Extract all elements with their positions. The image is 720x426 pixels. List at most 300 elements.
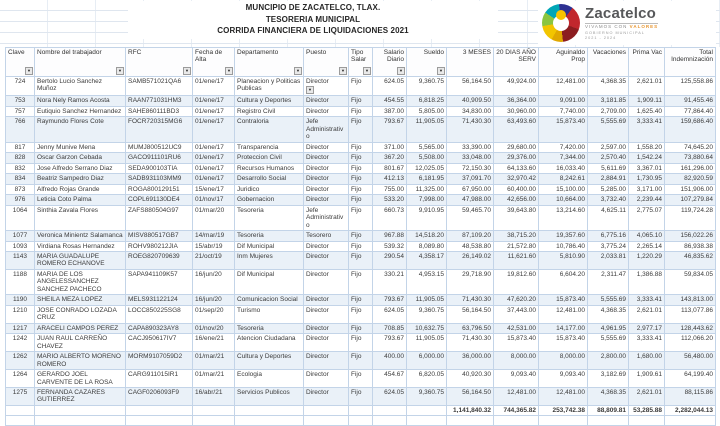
cell-aguinaldo[interactable]: 5,810.90	[539, 251, 588, 269]
cell-prima[interactable]: 3,367.01	[629, 163, 665, 173]
cell-vacaciones[interactable]: 5,611.69	[588, 163, 629, 173]
cell-veinte[interactable]: 29,376.00	[494, 153, 539, 163]
cell-tipo[interactable]: Fijo	[349, 334, 373, 352]
cell-vacaciones[interactable]: 2,709.00	[588, 106, 629, 116]
cell-sueldo[interactable]: 9,910.95	[407, 205, 447, 230]
cell-tres[interactable]: 36,000.00	[447, 352, 494, 370]
cell-fecha[interactable]: 01/ene/17	[193, 153, 235, 163]
cell-veinte[interactable]: 63,493.60	[494, 117, 539, 142]
cell-rfc[interactable]: SAHE860111BD3	[126, 106, 193, 116]
cell-rfc[interactable]: MISV880517GB7	[126, 231, 193, 241]
cell-sueldo[interactable]: 6,818.25	[407, 96, 447, 106]
cell-veinte[interactable]: 19,812.60	[494, 269, 539, 294]
cell-fecha[interactable]: 01/mar/20	[193, 205, 235, 230]
cell-salario[interactable]: 371.00	[373, 142, 407, 152]
cell-clave[interactable]: 757	[6, 106, 35, 116]
cell-fecha[interactable]: 01/ene/17	[193, 142, 235, 152]
cell-depto[interactable]: Proteccion Civil	[235, 153, 304, 163]
cell-veinte[interactable]: 21,572.80	[494, 241, 539, 251]
cell-vacaciones[interactable]: 5,555.69	[588, 295, 629, 305]
cell-sueldo[interactable]: 11,905.05	[407, 334, 447, 352]
filter-dropdown-icon-tipo[interactable]: ▼	[363, 67, 371, 75]
cell-tipo[interactable]: Fijo	[349, 370, 373, 388]
cell-fecha[interactable]: 15/ene/17	[193, 184, 235, 194]
cell-nombre[interactable]: Jenny Munive Mena	[35, 142, 126, 152]
filter-dropdown-icon-rfc[interactable]: ▼	[183, 67, 191, 75]
cell-vacaciones[interactable]: 3,775.24	[588, 241, 629, 251]
cell-salario[interactable]: 539.32	[373, 241, 407, 251]
cell-nombre[interactable]: MARIO ALBERTO MORENO ROMERO	[35, 352, 126, 370]
cell-sueldo[interactable]: 6,181.95	[407, 174, 447, 184]
cell-prima[interactable]: 3,171.00	[629, 184, 665, 194]
cell-sueldo[interactable]: 11,325.00	[407, 184, 447, 194]
cell-depto[interactable]: Tesoreria	[235, 205, 304, 230]
cell-salario[interactable]: 533.20	[373, 195, 407, 205]
cell-prima[interactable]: 2,265.14	[629, 241, 665, 251]
cell-veinte[interactable]: 11,621.60	[494, 251, 539, 269]
cell-veinte[interactable]: 64,133.60	[494, 163, 539, 173]
cell-puesto[interactable]: Director	[304, 352, 349, 370]
cell-tipo[interactable]: Fijo	[349, 352, 373, 370]
cell-nombre[interactable]: MARIA GUADALUPE ROMERO ECHANOVE	[35, 251, 126, 269]
cell-puesto[interactable]: Director	[304, 106, 349, 116]
cell-vacaciones[interactable]: 2,800.00	[588, 352, 629, 370]
cell-total[interactable]: 86,938.38	[665, 241, 716, 251]
cell-tipo[interactable]: Fijo	[349, 295, 373, 305]
cell-clave[interactable]: 1077	[6, 231, 35, 241]
cell-vacaciones[interactable]: 4,368.35	[588, 305, 629, 323]
cell-veinte[interactable]: 37,443.00	[494, 305, 539, 323]
cell-rfc[interactable]: RAAN771031HM3	[126, 96, 193, 106]
cell-sueldo[interactable]: 14,518.20	[407, 231, 447, 241]
cell-total[interactable]: 156,022.26	[665, 231, 716, 241]
filter-dropdown-icon-depto[interactable]: ▼	[294, 67, 302, 75]
cell-fecha[interactable]: 15/abr/19	[193, 241, 235, 251]
cell-clave[interactable]: 1093	[6, 241, 35, 251]
cell-sueldo[interactable]: 8,089.80	[407, 241, 447, 251]
cell-prima[interactable]: 1,909.61	[629, 370, 665, 388]
cell-clave[interactable]: 1275	[6, 388, 35, 406]
cell-vacaciones[interactable]: 5,555.69	[588, 334, 629, 352]
cell-tres[interactable]: 40,920.30	[447, 370, 494, 388]
cell-puesto[interactable]: Director	[304, 305, 349, 323]
cell-salario[interactable]: 290.54	[373, 251, 407, 269]
cell-total[interactable]: 151,906.00	[665, 184, 716, 194]
cell-veinte[interactable]: 29,680.00	[494, 142, 539, 152]
cell-sueldo[interactable]: 4,358.17	[407, 251, 447, 269]
cell-puesto[interactable]: Director	[304, 388, 349, 406]
cell-rfc[interactable]: GACO911101RU6	[126, 153, 193, 163]
cell-fecha[interactable]: 01/sep/20	[193, 305, 235, 323]
cell-depto[interactable]: Cultura y Deportes	[235, 96, 304, 106]
cell-nombre[interactable]: JOSE CONRADO LOZADA CRUZ	[35, 305, 126, 323]
cell-vacaciones[interactable]: 6,775.16	[588, 231, 629, 241]
cell-tipo[interactable]: Fijo	[349, 117, 373, 142]
cell-rfc[interactable]: ROGA800129151	[126, 184, 193, 194]
cell-fecha[interactable]: 01/ene/17	[193, 96, 235, 106]
cell-tipo[interactable]: Fijo	[349, 269, 373, 294]
cell-nombre[interactable]: Jose Alfredo Serrano Diaz	[35, 163, 126, 173]
cell-puesto[interactable]: Director	[304, 334, 349, 352]
cell-fecha[interactable]: 16/ene/21	[193, 334, 235, 352]
cell-vacaciones[interactable]: 3,732.40	[588, 195, 629, 205]
cell-tipo[interactable]: Fijo	[349, 251, 373, 269]
cell-tipo[interactable]: Fijo	[349, 195, 373, 205]
cell-nombre[interactable]: SHEILA MEZA LOPEZ	[35, 295, 126, 305]
cell-tipo[interactable]: Fijo	[349, 96, 373, 106]
filter-dropdown-icon-fecha[interactable]: ▼	[225, 67, 233, 75]
cell-aguinaldo[interactable]: 12,481.00	[539, 305, 588, 323]
cell-veinte[interactable]: 49,924.00	[494, 77, 539, 96]
cell-tres[interactable]: 67,950.00	[447, 184, 494, 194]
cell-tres[interactable]: 56,164.50	[447, 305, 494, 323]
cell-clave[interactable]: 1143	[6, 251, 35, 269]
cell-clave[interactable]: 766	[6, 117, 35, 142]
cell-aguinaldo[interactable]: 9,091.00	[539, 96, 588, 106]
cell-veinte[interactable]: 42,656.00	[494, 195, 539, 205]
cell-total[interactable]: 161,296.00	[665, 163, 716, 173]
cell-puesto[interactable]: Director	[304, 153, 349, 163]
cell-total[interactable]: 82,920.59	[665, 174, 716, 184]
cell-tipo[interactable]: Fijo	[349, 153, 373, 163]
cell-tres[interactable]: 56,164.50	[447, 388, 494, 406]
cell-tipo[interactable]: Fijo	[349, 323, 373, 333]
cell-rfc[interactable]: CACJ950617IV7	[126, 334, 193, 352]
cell-total[interactable]: 91,455.46	[665, 96, 716, 106]
cell-prima[interactable]: 4,065.10	[629, 231, 665, 241]
cell-nombre[interactable]: FERNANDA CAZARES GUTIERREZ	[35, 388, 126, 406]
cell-fecha[interactable]: 16/abr/21	[193, 388, 235, 406]
cell-depto[interactable]: Inm Mujeres	[235, 251, 304, 269]
cell-tipo[interactable]: Fijo	[349, 163, 373, 173]
cell-prima[interactable]: 1,909.11	[629, 96, 665, 106]
cell-nombre[interactable]: JUAN RAUL CARREÑO CHAVEZ	[35, 334, 126, 352]
cell-puesto[interactable]: Director	[304, 323, 349, 333]
cell-prima[interactable]: 1,220.29	[629, 251, 665, 269]
cell-total[interactable]: 73,880.64	[665, 153, 716, 163]
cell-veinte[interactable]: 12,481.00	[494, 388, 539, 406]
cell-clave[interactable]: 1262	[6, 352, 35, 370]
cell-depto[interactable]: Turismo	[235, 305, 304, 323]
cell-tres[interactable]: 56,164.50	[447, 77, 494, 96]
cell-tipo[interactable]: Fijo	[349, 305, 373, 323]
cell-vacaciones[interactable]: 2,597.00	[588, 142, 629, 152]
cell-sueldo[interactable]: 5,805.00	[407, 106, 447, 116]
cell-clave[interactable]: 1188	[6, 269, 35, 294]
cell-tres[interactable]: 63,796.50	[447, 323, 494, 333]
cell-nombre[interactable]: Sinthia Zavala Flores	[35, 205, 126, 230]
cell-veinte[interactable]: 8,000.00	[494, 352, 539, 370]
cell-aguinaldo[interactable]: 6,604.20	[539, 269, 588, 294]
cell-salario[interactable]: 367.20	[373, 153, 407, 163]
cell-depto[interactable]: Cultura y Deportes	[235, 352, 304, 370]
cell-vacaciones[interactable]: 2,570.40	[588, 153, 629, 163]
cell-puesto[interactable]: Jefe Administrativo	[304, 117, 349, 142]
cell-salario[interactable]: 624.05	[373, 77, 407, 96]
cell-rfc[interactable]: CAPA890323AY8	[126, 323, 193, 333]
cell-total[interactable]: 74,645.20	[665, 142, 716, 152]
cell-fecha[interactable]: 01/ene/17	[193, 77, 235, 96]
cell-clave[interactable]: 834	[6, 174, 35, 184]
cell-aguinaldo[interactable]: 8,242.61	[539, 174, 588, 184]
cell-aguinaldo[interactable]: 19,357.60	[539, 231, 588, 241]
cell-salario[interactable]: 793.67	[373, 334, 407, 352]
cell-total[interactable]: 143,813.00	[665, 295, 716, 305]
cell-puesto[interactable]: Director	[304, 142, 349, 152]
cell-rfc[interactable]: MELS931122124	[126, 295, 193, 305]
cell-vacaciones[interactable]: 4,368.35	[588, 388, 629, 406]
cell-depto[interactable]: Comunicacion Social	[235, 295, 304, 305]
cell-fecha[interactable]: 01/ene/17	[193, 174, 235, 184]
cell-tres[interactable]: 71,430.30	[447, 334, 494, 352]
cell-veinte[interactable]: 15,873.40	[494, 334, 539, 352]
cell-rfc[interactable]: FOCR720315MG6	[126, 117, 193, 142]
cell-puesto[interactable]: Jefe Administrativo	[304, 205, 349, 230]
cell-total[interactable]: 107,279.84	[665, 195, 716, 205]
cell-tres[interactable]: 87,109.20	[447, 231, 494, 241]
cell-aguinaldo[interactable]: 7,344.00	[539, 153, 588, 163]
cell-salario[interactable]: 801.67	[373, 163, 407, 173]
cell-depto[interactable]: Gobernacion	[235, 195, 304, 205]
cell-clave[interactable]: 817	[6, 142, 35, 152]
cell-tres[interactable]: 47,988.00	[447, 195, 494, 205]
cell-veinte[interactable]: 32,970.42	[494, 174, 539, 184]
cell-prima[interactable]: 2,621.01	[629, 388, 665, 406]
filter-dropdown-icon-nombre[interactable]: ▼	[116, 67, 124, 75]
cell-puesto[interactable]: Director	[304, 269, 349, 294]
cell-fecha[interactable]: 01/ene/17	[193, 106, 235, 116]
cell-vacaciones[interactable]: 2,311.47	[588, 269, 629, 294]
cell-fecha[interactable]: 01/mar/21	[193, 370, 235, 388]
cell-salario[interactable]: 708.85	[373, 323, 407, 333]
cell-depto[interactable]: Dif Municipal	[235, 241, 304, 251]
cell-sueldo[interactable]: 5,508.00	[407, 153, 447, 163]
cell-vacaciones[interactable]: 5,555.69	[588, 117, 629, 142]
cell-prima[interactable]: 2,621.01	[629, 305, 665, 323]
cell-puesto[interactable]: Director	[304, 251, 349, 269]
cell-nombre[interactable]: Veronica Minientz Salamanca	[35, 231, 126, 241]
cell-tres[interactable]: 33,048.00	[447, 153, 494, 163]
cell-puesto[interactable]: Director	[304, 163, 349, 173]
cell-sueldo[interactable]: 9,360.75	[407, 305, 447, 323]
cell-clave[interactable]: 976	[6, 195, 35, 205]
cell-tres[interactable]: 34,830.00	[447, 106, 494, 116]
cell-rfc[interactable]: MUMJ800512UC9	[126, 142, 193, 152]
cell-salario[interactable]: 755.00	[373, 184, 407, 194]
cell-depto[interactable]: Recursos Humanos	[235, 163, 304, 173]
cell-tipo[interactable]: Fijo	[349, 388, 373, 406]
cell-total[interactable]: 64,199.40	[665, 370, 716, 388]
cell-salario[interactable]: 624.05	[373, 305, 407, 323]
cell-depto[interactable]: Juridico	[235, 184, 304, 194]
cell-vacaciones[interactable]: 4,961.95	[588, 323, 629, 333]
cell-salario[interactable]: 387.00	[373, 106, 407, 116]
cell-rfc[interactable]: LOCC850225SG8	[126, 305, 193, 323]
cell-dropdown-icon[interactable]: ▼	[306, 86, 314, 94]
cell-depto[interactable]: Tesoreria	[235, 231, 304, 241]
cell-prima[interactable]: 3,333.41	[629, 334, 665, 352]
cell-total[interactable]: 125,558.86	[665, 77, 716, 96]
filter-dropdown-icon-clave[interactable]: ▼	[25, 67, 33, 75]
cell-tipo[interactable]: Fijo	[349, 231, 373, 241]
cell-puesto[interactable]: Director	[304, 96, 349, 106]
cell-sueldo[interactable]: 9,360.75	[407, 388, 447, 406]
cell-tipo[interactable]: Fijo	[349, 184, 373, 194]
cell-vacaciones[interactable]: 4,368.35	[588, 77, 629, 96]
cell-rfc[interactable]: ROHV980212JIA	[126, 241, 193, 251]
cell-vacaciones[interactable]: 3,181.85	[588, 96, 629, 106]
cell-nombre[interactable]: Oscar Garzon Cebada	[35, 153, 126, 163]
cell-clave[interactable]: 873	[6, 184, 35, 194]
cell-aguinaldo[interactable]: 10,786.40	[539, 241, 588, 251]
cell-aguinaldo[interactable]: 7,740.00	[539, 106, 588, 116]
cell-rfc[interactable]: SAPA941109K57	[126, 269, 193, 294]
cell-rfc[interactable]: SADB931103MM9	[126, 174, 193, 184]
filter-dropdown-icon-sueldo[interactable]: ▼	[437, 67, 445, 75]
cell-salario[interactable]: 454.55	[373, 96, 407, 106]
cell-aguinaldo[interactable]: 16,033.40	[539, 163, 588, 173]
cell-tres[interactable]: 72,150.30	[447, 163, 494, 173]
cell-total[interactable]: 113,077.86	[665, 305, 716, 323]
cell-total[interactable]: 119,724.28	[665, 205, 716, 230]
cell-salario[interactable]: 967.88	[373, 231, 407, 241]
cell-clave[interactable]: 1064	[6, 205, 35, 230]
cell-tres[interactable]: 33,390.00	[447, 142, 494, 152]
cell-sueldo[interactable]: 6,820.05	[407, 370, 447, 388]
cell-salario[interactable]: 793.67	[373, 295, 407, 305]
cell-total[interactable]: 77,864.40	[665, 106, 716, 116]
cell-aguinaldo[interactable]: 10,664.00	[539, 195, 588, 205]
cell-sueldo[interactable]: 10,632.75	[407, 323, 447, 333]
cell-aguinaldo[interactable]: 12,481.00	[539, 77, 588, 96]
cell-aguinaldo[interactable]: 9,093.40	[539, 370, 588, 388]
cell-salario[interactable]: 400.00	[373, 352, 407, 370]
cell-depto[interactable]: Ecologia	[235, 370, 304, 388]
cell-vacaciones[interactable]: 3,182.69	[588, 370, 629, 388]
cell-puesto[interactable]: Director	[304, 241, 349, 251]
cell-depto[interactable]: Registro Civil	[235, 106, 304, 116]
cell-veinte[interactable]: 39,643.80	[494, 205, 539, 230]
cell-nombre[interactable]: Beatriz Sampedro Diaz	[35, 174, 126, 184]
cell-nombre[interactable]: Nora Nely Ramos Acosta	[35, 96, 126, 106]
cell-clave[interactable]: 753	[6, 96, 35, 106]
cell-veinte[interactable]: 36,364.00	[494, 96, 539, 106]
cell-total[interactable]: 56,480.00	[665, 352, 716, 370]
cell-salario[interactable]: 454.67	[373, 370, 407, 388]
cell-prima[interactable]: 2,977.17	[629, 323, 665, 333]
cell-sueldo[interactable]: 5,565.00	[407, 142, 447, 152]
cell-tres[interactable]: 48,538.80	[447, 241, 494, 251]
cell-depto[interactable]: Tesoreria	[235, 323, 304, 333]
cell-puesto[interactable]: Director	[304, 370, 349, 388]
cell-depto[interactable]: Desarrollo Social	[235, 174, 304, 184]
cell-sueldo[interactable]: 4,953.15	[407, 269, 447, 294]
cell-prima[interactable]: 3,333.41	[629, 295, 665, 305]
cell-veinte[interactable]: 9,093.40	[494, 370, 539, 388]
cell-puesto[interactable]: Director	[304, 295, 349, 305]
cell-puesto[interactable]: Director ▼	[304, 77, 349, 96]
cell-prima[interactable]: 1,386.88	[629, 269, 665, 294]
cell-salario[interactable]: 412.13	[373, 174, 407, 184]
cell-veinte[interactable]: 42,531.00	[494, 323, 539, 333]
cell-nombre[interactable]: Leticia Coto Palma	[35, 195, 126, 205]
cell-fecha[interactable]: 01/nov/17	[193, 195, 235, 205]
cell-tres[interactable]: 29,718.90	[447, 269, 494, 294]
cell-salario[interactable]: 793.67	[373, 117, 407, 142]
cell-aguinaldo[interactable]: 13,214.60	[539, 205, 588, 230]
cell-prima[interactable]: 1,625.40	[629, 106, 665, 116]
cell-prima[interactable]: 2,239.44	[629, 195, 665, 205]
cell-total[interactable]: 59,834.05	[665, 269, 716, 294]
cell-clave[interactable]: 1210	[6, 305, 35, 323]
cell-fecha[interactable]: 01/ene/17	[193, 117, 235, 142]
cell-puesto[interactable]: Director	[304, 195, 349, 205]
cell-nombre[interactable]: Alfredo Rojas Grande	[35, 184, 126, 194]
cell-puesto[interactable]: Director	[304, 184, 349, 194]
cell-sueldo[interactable]: 6,000.00	[407, 352, 447, 370]
cell-nombre[interactable]: MARIA DE LOS ANGELESSANCHEZ SANCHEZ PACHECO	[35, 269, 126, 294]
filter-dropdown-icon-puesto[interactable]: ▼	[339, 67, 347, 75]
cell-vacaciones[interactable]: 2,033.81	[588, 251, 629, 269]
cell-tres[interactable]: 71,430.30	[447, 117, 494, 142]
cell-depto[interactable]: Servicios Publicos	[235, 388, 304, 406]
cell-rfc[interactable]: CAGF0206093F9	[126, 388, 193, 406]
cell-fecha[interactable]: 16/jun/20	[193, 269, 235, 294]
cell-rfc[interactable]: COPL691130DE4	[126, 195, 193, 205]
cell-fecha[interactable]: 01/mar/21	[193, 352, 235, 370]
cell-veinte[interactable]: 38,715.20	[494, 231, 539, 241]
cell-total[interactable]: 159,686.40	[665, 117, 716, 142]
cell-total[interactable]: 88,115.86	[665, 388, 716, 406]
cell-aguinaldo[interactable]: 12,481.00	[539, 388, 588, 406]
cell-tipo[interactable]: Fijo	[349, 106, 373, 116]
cell-rfc[interactable]: SAMB571021QA6	[126, 77, 193, 96]
cell-tipo[interactable]: Fijo	[349, 77, 373, 96]
cell-tres[interactable]: 26,149.02	[447, 251, 494, 269]
cell-aguinaldo[interactable]: 15,873.40	[539, 117, 588, 142]
cell-puesto[interactable]: Tesorero	[304, 231, 349, 241]
cell-salario[interactable]: 330.21	[373, 269, 407, 294]
cell-nombre[interactable]: Raymundo Flores Cote	[35, 117, 126, 142]
cell-depto[interactable]: Dif Municipal	[235, 269, 304, 294]
cell-rfc[interactable]: SEDA900103TIA	[126, 163, 193, 173]
cell-fecha[interactable]: 14/mar/19	[193, 231, 235, 241]
cell-nombre[interactable]: Bertolo Lucio Sanchez Muñoz	[35, 77, 126, 96]
cell-depto[interactable]: Contraloria	[235, 117, 304, 142]
cell-fecha[interactable]: 01/nov/20	[193, 323, 235, 333]
cell-sueldo[interactable]: 11,905.05	[407, 117, 447, 142]
cell-nombre[interactable]: GERARDO JOEL CARVENTE DE LA ROSA	[35, 370, 126, 388]
cell-aguinaldo[interactable]: 15,873.40	[539, 295, 588, 305]
cell-prima[interactable]: 1,558.20	[629, 142, 665, 152]
cell-prima[interactable]: 1,730.95	[629, 174, 665, 184]
cell-nombre[interactable]: Virdiana Rosas Hernandez	[35, 241, 126, 251]
cell-aguinaldo[interactable]: 8,000.00	[539, 352, 588, 370]
cell-clave[interactable]: 832	[6, 163, 35, 173]
cell-tres[interactable]: 71,430.30	[447, 295, 494, 305]
cell-rfc[interactable]: MORM9107059D2	[126, 352, 193, 370]
cell-rfc[interactable]: ZAFS880504G97	[126, 205, 193, 230]
cell-vacaciones[interactable]: 4,625.11	[588, 205, 629, 230]
cell-clave[interactable]: 828	[6, 153, 35, 163]
cell-tipo[interactable]: Fijo	[349, 205, 373, 230]
cell-vacaciones[interactable]: 5,285.00	[588, 184, 629, 194]
cell-tipo[interactable]: Fijo	[349, 174, 373, 184]
cell-tres[interactable]: 37,091.70	[447, 174, 494, 184]
cell-rfc[interactable]: ROEG820709639	[126, 251, 193, 269]
cell-depto[interactable]: Planeacion y Politicas Publicas	[235, 77, 304, 96]
cell-tipo[interactable]: Fijo	[349, 241, 373, 251]
